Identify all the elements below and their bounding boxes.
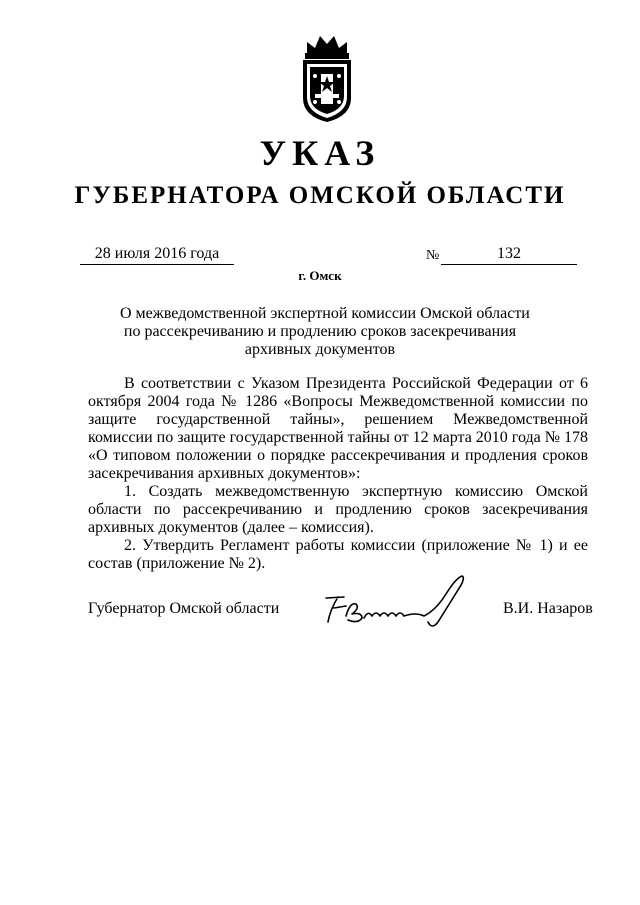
decree-heading [120,305,530,359]
document-subtitle: ГУБЕРНАТОРА ОМСКОЙ ОБЛАСТИ [74,182,566,209]
preamble-paragraph: В соответствии с Указом Президента Российской Федерации от 6 октября 2004 года № 1286 «Вопросы Межведомственной комиссии по защите государственной тайны», решением Межведомственной комиссии по защите государственной тайны от 12 марта 2010 года № 178 «О типовом положении о порядке рассекречивания и продления сроков засекречивания архивных документов»: [88,375,589,482]
signatory-role: Губернатор Омской области [88,600,280,617]
heading-line: архивных документов [244,341,396,358]
decree-number-label: № [426,248,440,263]
decree-item-1: 1. Создать межведомственную экспертную комиссию Омской области по рассекречиванию и продлению сроков засекречивания архивных документов (далее – комиссия). [88,483,588,536]
decree-date: 28 июля 2016 года [80,244,234,265]
heading-line: О межведомственной экспертной комиссии Омской области [120,305,530,322]
decree-number: 132 [441,244,577,265]
document-title: УКАЗ [259,133,381,173]
city-name: г. Омск [298,268,342,283]
signatory-name: В.И. Назаров [503,600,593,617]
decree-item-2: 2. Утвердить Регламент работы комиссии (приложение № 1) и ее состав (приложение № 2). [88,537,588,572]
handwritten-signature [316,570,476,635]
decree-body [88,375,588,573]
heading-line: по рассекречиванию и продлению сроков засекречивания [123,323,517,340]
coat-of-arms-emblem [293,32,361,124]
